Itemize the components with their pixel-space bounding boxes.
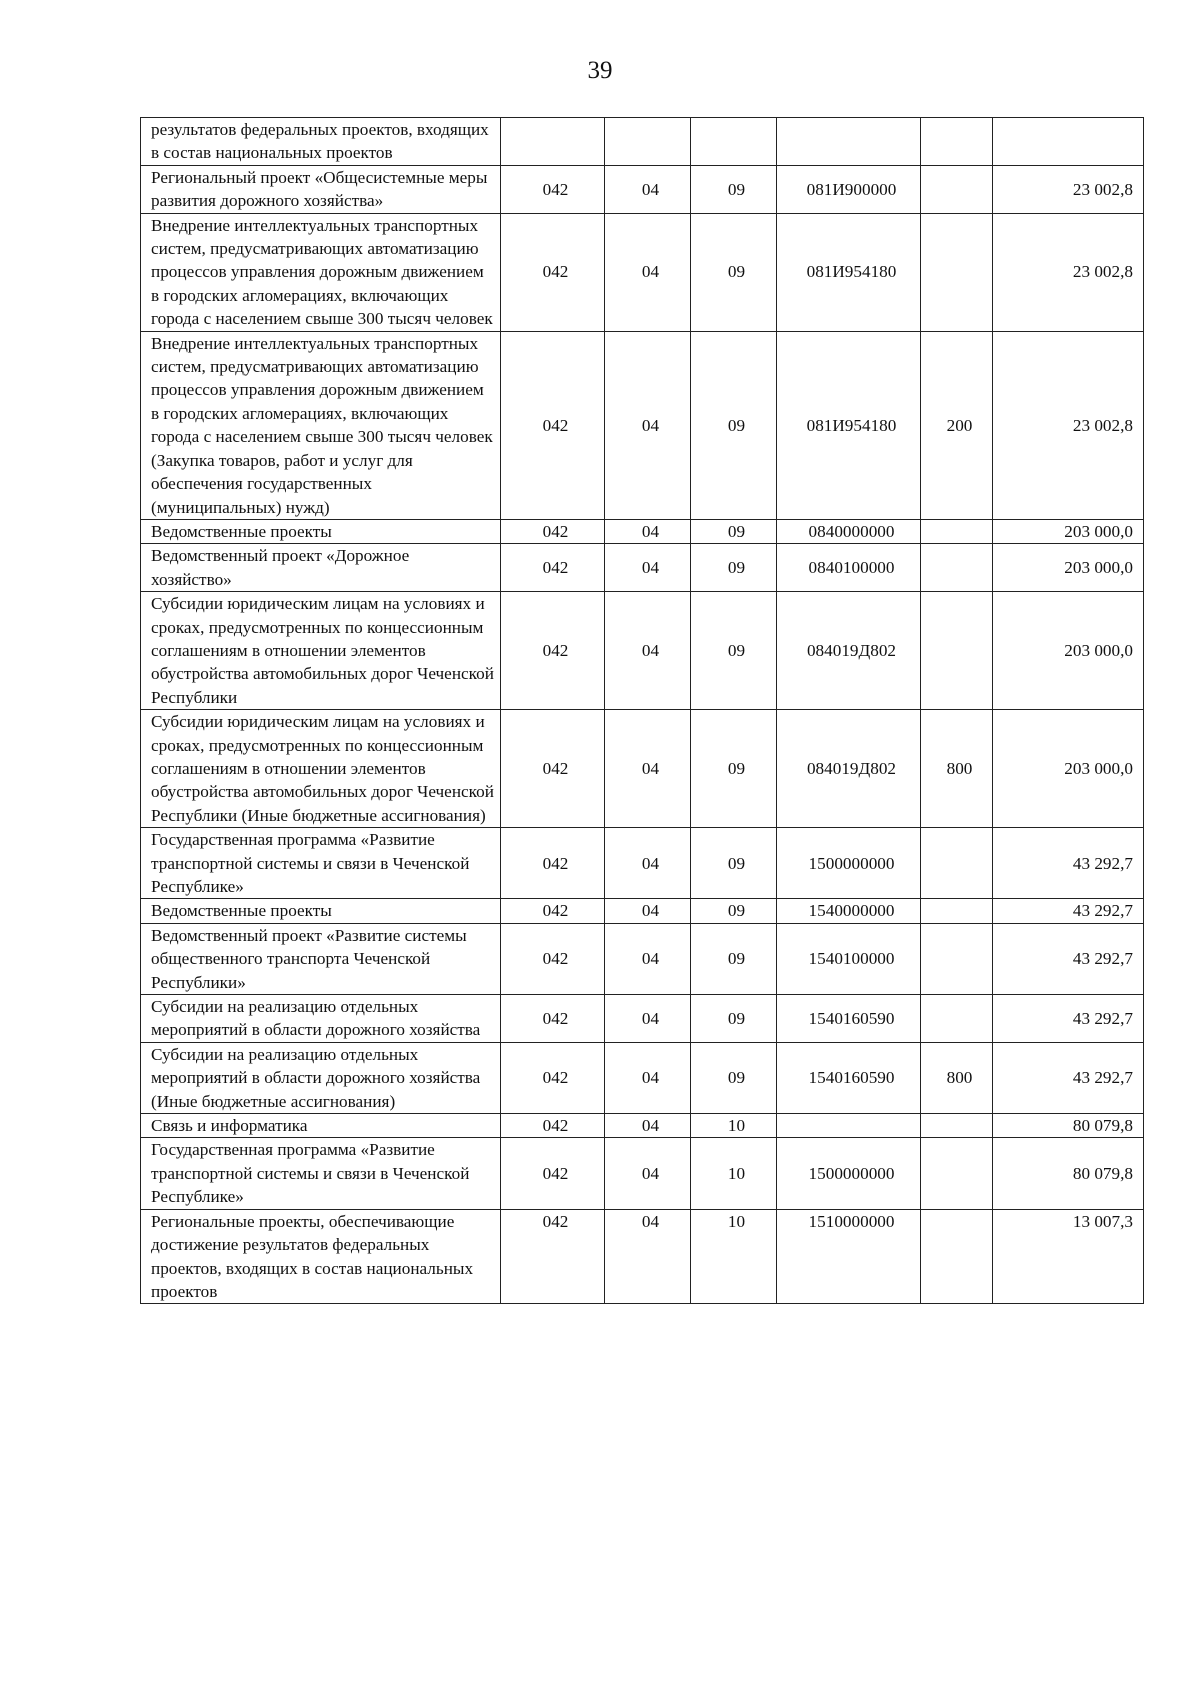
row-csr-cell: 1500000000 <box>777 828 921 899</box>
row-amount-cell: 203 000,0 <box>993 710 1144 828</box>
row-csr-cell: 1500000000 <box>777 1138 921 1209</box>
row-pr-cell: 09 <box>691 213 777 331</box>
row-name-cell: Субсидии на реализацию отдельных мероприятий в области дорожного хозяйства <box>141 995 501 1043</box>
row-csr-cell: 081И954180 <box>777 213 921 331</box>
row-vr-cell <box>921 592 993 710</box>
row-name-cell: Внедрение интеллектуальных транспортных систем, предусматривающих автоматизацию процессов управления дорожным движением в городских агломерациях, включающих города с населением свыше 300 тысяч человек <box>141 213 501 331</box>
row-pr-cell: 10 <box>691 1114 777 1138</box>
row-name-cell: Ведомственные проекты <box>141 899 501 923</box>
row-rz-cell: 04 <box>605 1042 691 1113</box>
row-ved-cell: 042 <box>501 1114 605 1138</box>
table-row <box>141 331 1144 519</box>
row-amount-cell <box>993 118 1144 166</box>
row-vr-cell: 800 <box>921 1042 993 1113</box>
row-csr-cell: 1540160590 <box>777 995 921 1043</box>
row-amount-cell: 43 292,7 <box>993 1042 1144 1113</box>
table-row <box>141 1209 1144 1304</box>
row-pr-cell: 09 <box>691 1042 777 1113</box>
page-number: 39 <box>587 57 613 84</box>
row-amount-cell: 43 292,7 <box>993 899 1144 923</box>
row-rz-cell: 04 <box>605 165 691 213</box>
row-vr-cell <box>921 213 993 331</box>
row-csr-cell <box>777 118 921 166</box>
row-ved-cell: 042 <box>501 519 605 543</box>
row-vr-cell <box>921 1209 993 1304</box>
row-ved-cell: 042 <box>501 899 605 923</box>
row-ved-cell: 042 <box>501 923 605 994</box>
row-rz-cell: 04 <box>605 828 691 899</box>
row-ved-cell: 042 <box>501 995 605 1043</box>
row-rz-cell: 04 <box>605 213 691 331</box>
row-amount-cell: 13 007,3 <box>993 1209 1144 1304</box>
table-row <box>141 544 1144 592</box>
row-vr-cell <box>921 923 993 994</box>
row-pr-cell: 09 <box>691 710 777 828</box>
table-row <box>141 828 1144 899</box>
row-pr-cell: 09 <box>691 592 777 710</box>
row-name-cell: Субсидии юридическим лицам на условиях и сроках, предусмотренных по концессионным соглашениям в отношении элементов обустройства автомобильных дорог Чеченской Республики <box>141 592 501 710</box>
row-rz-cell: 04 <box>605 710 691 828</box>
table-row <box>141 592 1144 710</box>
row-amount-cell: 203 000,0 <box>993 592 1144 710</box>
row-amount-cell: 80 079,8 <box>993 1138 1144 1209</box>
row-csr-cell <box>777 1114 921 1138</box>
table-row <box>141 923 1144 994</box>
table-row <box>141 710 1144 828</box>
row-pr-cell: 10 <box>691 1138 777 1209</box>
row-name-cell: Государственная программа «Развитие транспортной системы и связи в Чеченской Республике» <box>141 1138 501 1209</box>
row-csr-cell: 1540100000 <box>777 923 921 994</box>
row-amount-cell: 203 000,0 <box>993 544 1144 592</box>
table-row <box>141 1138 1144 1209</box>
row-csr-cell: 081И954180 <box>777 331 921 519</box>
row-name-cell: Связь и информатика <box>141 1114 501 1138</box>
row-csr-cell: 0840000000 <box>777 519 921 543</box>
row-vr-cell <box>921 995 993 1043</box>
row-vr-cell <box>921 118 993 166</box>
row-amount-cell: 43 292,7 <box>993 995 1144 1043</box>
row-vr-cell <box>921 165 993 213</box>
row-name-cell: Региональные проекты, обеспечивающие достижение результатов федеральных проектов, входящих в состав национальных проектов <box>141 1209 501 1304</box>
row-pr-cell: 09 <box>691 828 777 899</box>
row-csr-cell: 081И900000 <box>777 165 921 213</box>
row-ved-cell: 042 <box>501 1138 605 1209</box>
row-rz-cell <box>605 118 691 166</box>
row-rz-cell: 04 <box>605 995 691 1043</box>
row-pr-cell: 09 <box>691 995 777 1043</box>
budget-table <box>140 117 1144 1304</box>
row-csr-cell: 1540160590 <box>777 1042 921 1113</box>
row-csr-cell: 1510000000 <box>777 1209 921 1304</box>
row-name-cell: Ведомственный проект «Развитие системы общественного транспорта Чеченской Республики» <box>141 923 501 994</box>
row-pr-cell: 10 <box>691 1209 777 1304</box>
row-name-cell: Ведомственные проекты <box>141 519 501 543</box>
table-row <box>141 519 1144 543</box>
row-ved-cell <box>501 118 605 166</box>
row-name-cell: Государственная программа «Развитие транспортной системы и связи в Чеченской Республике» <box>141 828 501 899</box>
table-row <box>141 1042 1144 1113</box>
row-ved-cell: 042 <box>501 1042 605 1113</box>
row-pr-cell: 09 <box>691 519 777 543</box>
row-name-cell: Региональный проект «Общесистемные меры развития дорожного хозяйства» <box>141 165 501 213</box>
row-csr-cell: 084019Д802 <box>777 710 921 828</box>
row-ved-cell: 042 <box>501 1209 605 1304</box>
table-row <box>141 165 1144 213</box>
row-ved-cell: 042 <box>501 165 605 213</box>
row-ved-cell: 042 <box>501 544 605 592</box>
row-csr-cell: 0840100000 <box>777 544 921 592</box>
row-name-cell: Внедрение интеллектуальных транспортных систем, предусматривающих автоматизацию процессов управления дорожным движением в городских агломерациях, включающих города с населением свыше 300 тысяч человек (Закупка товаров, работ и услуг для обеспечения государственных (муниципальных) нужд) <box>141 331 501 519</box>
row-rz-cell: 04 <box>605 1114 691 1138</box>
row-pr-cell: 09 <box>691 544 777 592</box>
row-name-cell: Субсидии на реализацию отдельных мероприятий в области дорожного хозяйства (Иные бюджетные ассигнования) <box>141 1042 501 1113</box>
table-row <box>141 1114 1144 1138</box>
row-amount-cell: 80 079,8 <box>993 1114 1144 1138</box>
row-vr-cell: 800 <box>921 710 993 828</box>
row-ved-cell: 042 <box>501 592 605 710</box>
row-rz-cell: 04 <box>605 1209 691 1304</box>
row-amount-cell: 23 002,8 <box>993 165 1144 213</box>
row-name-cell: результатов федеральных проектов, входящих в состав национальных проектов <box>141 118 501 166</box>
row-pr-cell: 09 <box>691 923 777 994</box>
row-ved-cell: 042 <box>501 331 605 519</box>
row-rz-cell: 04 <box>605 1138 691 1209</box>
row-amount-cell: 23 002,8 <box>993 213 1144 331</box>
row-name-cell: Субсидии юридическим лицам на условиях и сроках, предусмотренных по концессионным соглашениям в отношении элементов обустройства автомобильных дорог Чеченской Республики (Иные бюджетные ассигнования) <box>141 710 501 828</box>
row-vr-cell <box>921 1114 993 1138</box>
row-ved-cell: 042 <box>501 828 605 899</box>
row-ved-cell: 042 <box>501 213 605 331</box>
row-rz-cell: 04 <box>605 331 691 519</box>
row-vr-cell <box>921 1138 993 1209</box>
row-pr-cell: 09 <box>691 165 777 213</box>
row-csr-cell: 1540000000 <box>777 899 921 923</box>
row-csr-cell: 084019Д802 <box>777 592 921 710</box>
row-vr-cell <box>921 828 993 899</box>
row-vr-cell: 200 <box>921 331 993 519</box>
row-rz-cell: 04 <box>605 899 691 923</box>
row-vr-cell <box>921 899 993 923</box>
row-ved-cell: 042 <box>501 710 605 828</box>
row-vr-cell <box>921 544 993 592</box>
row-rz-cell: 04 <box>605 923 691 994</box>
row-amount-cell: 43 292,7 <box>993 828 1144 899</box>
row-name-cell: Ведомственный проект «Дорожное хозяйство» <box>141 544 501 592</box>
row-pr-cell: 09 <box>691 331 777 519</box>
row-rz-cell: 04 <box>605 592 691 710</box>
row-pr-cell: 09 <box>691 899 777 923</box>
row-amount-cell: 43 292,7 <box>993 923 1144 994</box>
row-pr-cell <box>691 118 777 166</box>
table-row <box>141 118 1144 166</box>
table-row <box>141 899 1144 923</box>
row-amount-cell: 23 002,8 <box>993 331 1144 519</box>
row-rz-cell: 04 <box>605 519 691 543</box>
table-row <box>141 995 1144 1043</box>
row-amount-cell: 203 000,0 <box>993 519 1144 543</box>
row-vr-cell <box>921 519 993 543</box>
table-row <box>141 213 1144 331</box>
row-rz-cell: 04 <box>605 544 691 592</box>
